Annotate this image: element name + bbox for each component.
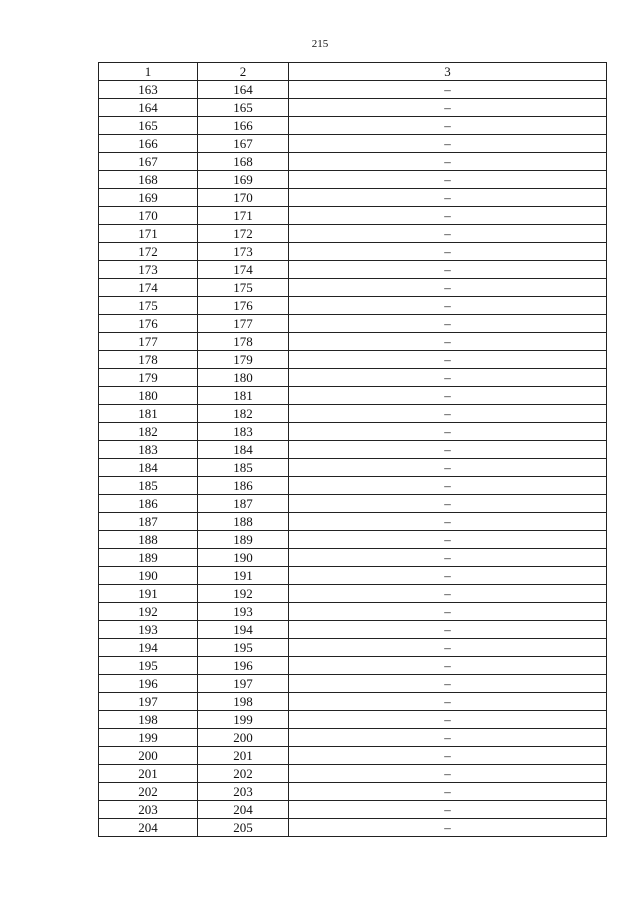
table-cell-col-3: –: [289, 801, 607, 819]
table-row: [99, 207, 607, 225]
table-cell-col-3: –: [289, 153, 607, 171]
table-cell-col-1: 195: [99, 657, 198, 675]
table-row: [99, 549, 607, 567]
table-cell-col-2: 168: [198, 153, 289, 171]
table-cell-col-1: 188: [99, 531, 198, 549]
table-row: [99, 639, 607, 657]
table-cell-col-2: 167: [198, 135, 289, 153]
table-cell-col-2: 198: [198, 693, 289, 711]
table-cell-col-2: 166: [198, 117, 289, 135]
table-cell-col-1: 187: [99, 513, 198, 531]
table-body: [99, 81, 607, 837]
column-header-3: 3: [289, 63, 607, 81]
table-row: [99, 783, 607, 801]
table-cell-col-3: –: [289, 819, 607, 837]
table-row: [99, 369, 607, 387]
table-cell-col-3: –: [289, 297, 607, 315]
table-row: [99, 135, 607, 153]
table-cell-col-1: 200: [99, 747, 198, 765]
table-cell-col-2: 174: [198, 261, 289, 279]
table-cell-col-1: 203: [99, 801, 198, 819]
table-cell-col-3: –: [289, 621, 607, 639]
table-row: [99, 315, 607, 333]
table-cell-col-2: 189: [198, 531, 289, 549]
table-cell-col-3: –: [289, 765, 607, 783]
table-row: [99, 279, 607, 297]
column-header-1: 1: [99, 63, 198, 81]
table-cell-col-2: 164: [198, 81, 289, 99]
table-row: [99, 747, 607, 765]
table-cell-col-3: –: [289, 135, 607, 153]
table-cell-col-1: 204: [99, 819, 198, 837]
table-row: [99, 567, 607, 585]
table-cell-col-3: –: [289, 387, 607, 405]
table-cell-col-3: –: [289, 171, 607, 189]
table-cell-col-2: 204: [198, 801, 289, 819]
table-cell-col-1: 183: [99, 441, 198, 459]
table-row: [99, 819, 607, 837]
table-cell-col-1: 192: [99, 603, 198, 621]
table-cell-col-3: –: [289, 585, 607, 603]
table-cell-col-2: 176: [198, 297, 289, 315]
table-row: [99, 657, 607, 675]
table-cell-col-1: 166: [99, 135, 198, 153]
table-cell-col-1: 182: [99, 423, 198, 441]
table-cell-col-1: 171: [99, 225, 198, 243]
table-cell-col-2: 190: [198, 549, 289, 567]
table-row: [99, 621, 607, 639]
table-cell-col-3: –: [289, 351, 607, 369]
data-table: [98, 62, 607, 837]
table-row: [99, 603, 607, 621]
table-row: [99, 693, 607, 711]
table-row: [99, 261, 607, 279]
table-cell-col-1: 186: [99, 495, 198, 513]
table-cell-col-2: 184: [198, 441, 289, 459]
table-cell-col-2: 192: [198, 585, 289, 603]
table-cell-col-3: –: [289, 225, 607, 243]
table-cell-col-1: 197: [99, 693, 198, 711]
table-cell-col-1: 196: [99, 675, 198, 693]
table-cell-col-3: –: [289, 189, 607, 207]
table-cell-col-1: 168: [99, 171, 198, 189]
table-row: [99, 333, 607, 351]
table-cell-col-3: –: [289, 405, 607, 423]
table-cell-col-2: 181: [198, 387, 289, 405]
table-cell-col-2: 169: [198, 171, 289, 189]
table-cell-col-2: 165: [198, 99, 289, 117]
table-cell-col-1: 163: [99, 81, 198, 99]
table-row: [99, 459, 607, 477]
table-cell-col-1: 202: [99, 783, 198, 801]
table-cell-col-1: 175: [99, 297, 198, 315]
table-cell-col-1: 178: [99, 351, 198, 369]
table-cell-col-2: 201: [198, 747, 289, 765]
table-cell-col-2: 202: [198, 765, 289, 783]
table-cell-col-3: –: [289, 99, 607, 117]
table-cell-col-1: 193: [99, 621, 198, 639]
table-row: [99, 531, 607, 549]
table-row: [99, 117, 607, 135]
table-cell-col-1: 164: [99, 99, 198, 117]
table-cell-col-1: 191: [99, 585, 198, 603]
table-row: [99, 801, 607, 819]
table-cell-col-2: 197: [198, 675, 289, 693]
table-cell-col-2: 173: [198, 243, 289, 261]
column-header-2: 2: [198, 63, 289, 81]
table-cell-col-2: 199: [198, 711, 289, 729]
table-cell-col-3: –: [289, 441, 607, 459]
table-cell-col-1: 201: [99, 765, 198, 783]
table-cell-col-2: 172: [198, 225, 289, 243]
table-row: [99, 99, 607, 117]
table-row: [99, 675, 607, 693]
table-cell-col-3: –: [289, 261, 607, 279]
table-cell-col-1: 176: [99, 315, 198, 333]
table-row: [99, 171, 607, 189]
table-row: [99, 711, 607, 729]
table-cell-col-3: –: [289, 243, 607, 261]
table-cell-col-1: 174: [99, 279, 198, 297]
table-cell-col-2: 175: [198, 279, 289, 297]
table-cell-col-2: 178: [198, 333, 289, 351]
page-number: 215: [311, 38, 329, 50]
table-row: [99, 405, 607, 423]
table-row: [99, 81, 607, 99]
table-cell-col-3: –: [289, 459, 607, 477]
table-cell-col-3: –: [289, 603, 607, 621]
table-cell-col-2: 188: [198, 513, 289, 531]
table-cell-col-1: 167: [99, 153, 198, 171]
table-cell-col-1: 179: [99, 369, 198, 387]
table-cell-col-1: 189: [99, 549, 198, 567]
table-cell-col-1: 194: [99, 639, 198, 657]
table-cell-col-1: 180: [99, 387, 198, 405]
table-cell-col-1: 181: [99, 405, 198, 423]
table-row: [99, 441, 607, 459]
table-cell-col-2: 187: [198, 495, 289, 513]
table-row: [99, 225, 607, 243]
table-row: [99, 495, 607, 513]
table-cell-col-1: 184: [99, 459, 198, 477]
table-cell-col-2: 195: [198, 639, 289, 657]
table-cell-col-1: 170: [99, 207, 198, 225]
table-cell-col-2: 171: [198, 207, 289, 225]
table-cell-col-1: 199: [99, 729, 198, 747]
table-cell-col-2: 191: [198, 567, 289, 585]
table-cell-col-3: –: [289, 747, 607, 765]
table-cell-col-2: 186: [198, 477, 289, 495]
table-cell-col-3: –: [289, 711, 607, 729]
table-cell-col-3: –: [289, 477, 607, 495]
table-cell-col-3: –: [289, 279, 607, 297]
table-row: [99, 765, 607, 783]
table-row: [99, 513, 607, 531]
table-cell-col-2: 205: [198, 819, 289, 837]
table-cell-col-1: 177: [99, 333, 198, 351]
table-cell-col-2: 179: [198, 351, 289, 369]
header-row: [99, 63, 607, 81]
table-row: [99, 729, 607, 747]
table-cell-col-3: –: [289, 567, 607, 585]
table-cell-col-3: –: [289, 657, 607, 675]
table-row: [99, 351, 607, 369]
table-cell-col-3: –: [289, 783, 607, 801]
table-cell-col-3: –: [289, 495, 607, 513]
table-cell-col-2: 183: [198, 423, 289, 441]
table-cell-col-1: 172: [99, 243, 198, 261]
table-cell-col-1: 165: [99, 117, 198, 135]
table-cell-col-3: –: [289, 549, 607, 567]
table-cell-col-2: 196: [198, 657, 289, 675]
table-cell-col-3: –: [289, 531, 607, 549]
table-cell-col-3: –: [289, 513, 607, 531]
table-cell-col-1: 190: [99, 567, 198, 585]
table-cell-col-3: –: [289, 369, 607, 387]
table-row: [99, 585, 607, 603]
table-cell-col-2: 182: [198, 405, 289, 423]
table-cell-col-3: –: [289, 423, 607, 441]
table-row: [99, 477, 607, 495]
table-row: [99, 189, 607, 207]
table-cell-col-3: –: [289, 729, 607, 747]
table-row: [99, 423, 607, 441]
table-cell-col-2: 193: [198, 603, 289, 621]
table-cell-col-3: –: [289, 675, 607, 693]
table-cell-col-2: 203: [198, 783, 289, 801]
table-cell-col-2: 177: [198, 315, 289, 333]
table-cell-col-3: –: [289, 639, 607, 657]
table-cell-col-3: –: [289, 117, 607, 135]
table-cell-col-3: –: [289, 693, 607, 711]
table-cell-col-2: 170: [198, 189, 289, 207]
table-cell-col-1: 185: [99, 477, 198, 495]
table-row: [99, 387, 607, 405]
table-row: [99, 243, 607, 261]
table-row: [99, 153, 607, 171]
table-cell-col-1: 198: [99, 711, 198, 729]
table-cell-col-2: 194: [198, 621, 289, 639]
table-row: [99, 297, 607, 315]
table-cell-col-3: –: [289, 207, 607, 225]
table-cell-col-3: –: [289, 315, 607, 333]
table-cell-col-3: –: [289, 333, 607, 351]
table-cell-col-2: 185: [198, 459, 289, 477]
table-cell-col-3: –: [289, 81, 607, 99]
table-cell-col-1: 173: [99, 261, 198, 279]
table-cell-col-2: 180: [198, 369, 289, 387]
table-cell-col-1: 169: [99, 189, 198, 207]
table-cell-col-2: 200: [198, 729, 289, 747]
